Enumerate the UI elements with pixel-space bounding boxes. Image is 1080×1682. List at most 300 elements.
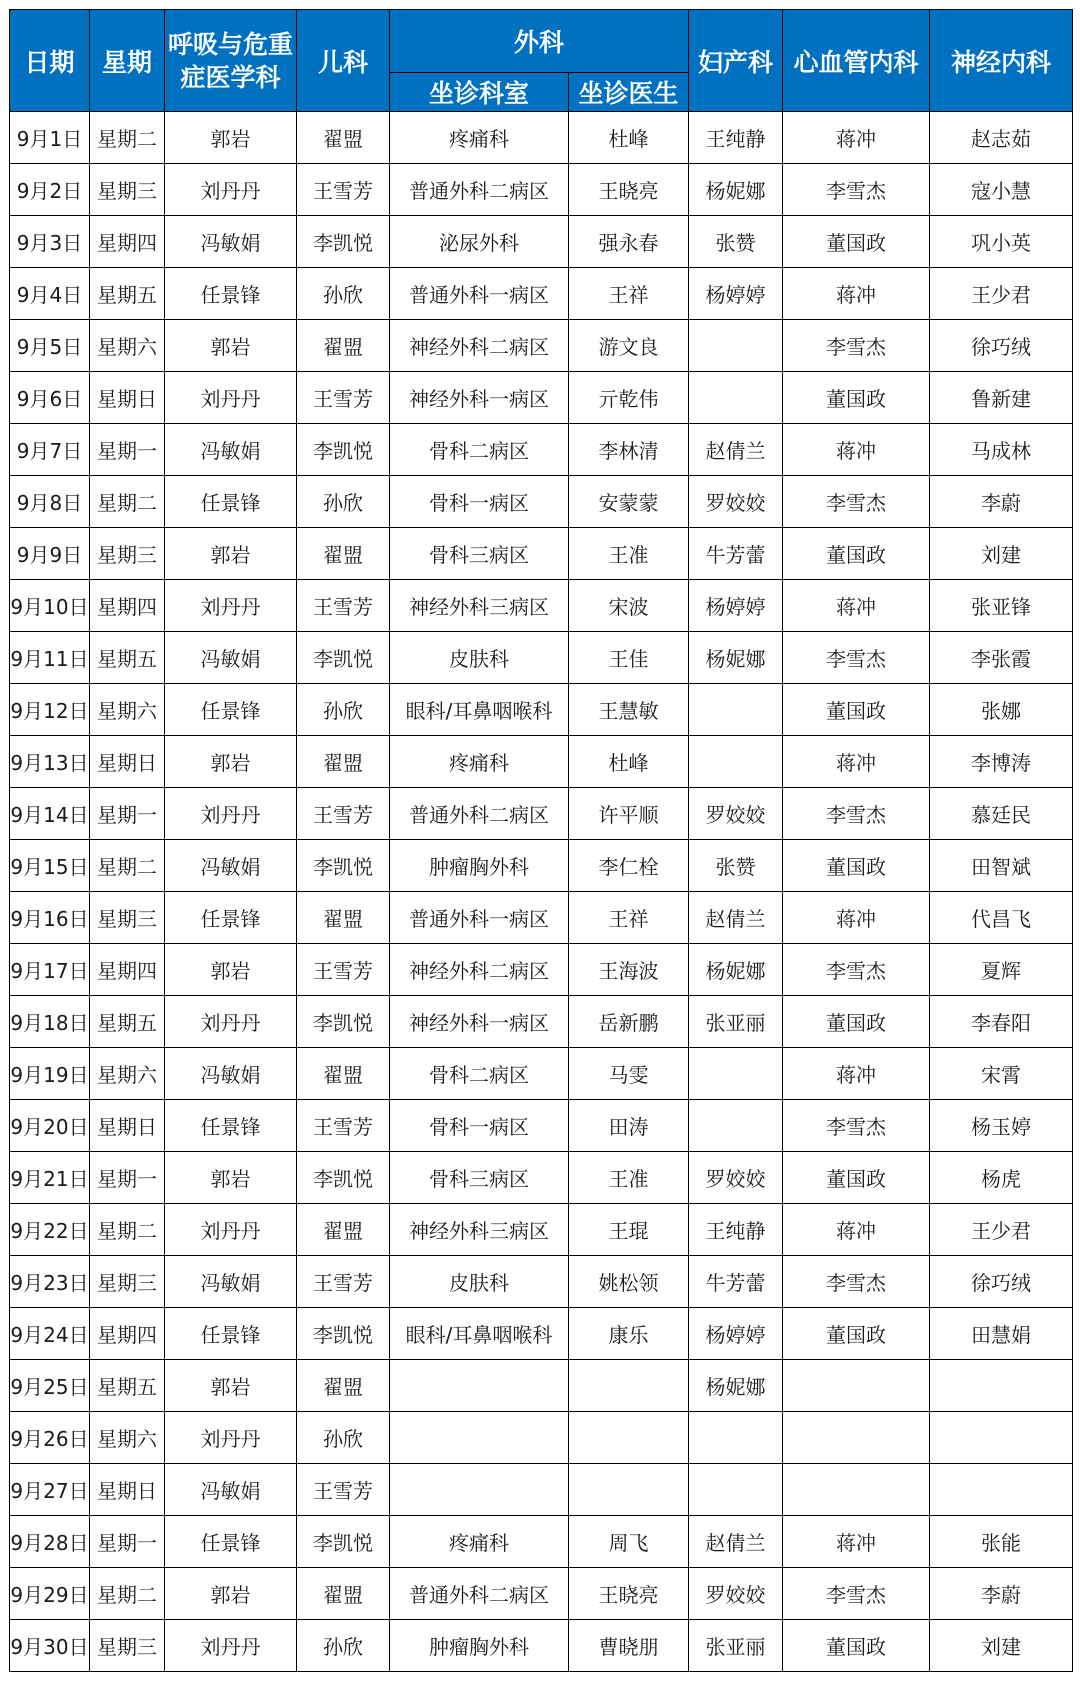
table-row bbox=[10, 476, 1073, 528]
pediatrics-cell: 翟盟 bbox=[297, 528, 390, 580]
respiratory-cell: 郭岩 bbox=[165, 1360, 297, 1412]
schedule-sheet bbox=[9, 9, 1072, 1673]
respiratory-cell: 任景锋 bbox=[165, 1308, 297, 1360]
pediatrics-cell: 孙欣 bbox=[297, 1412, 390, 1464]
obgyn-cell bbox=[689, 1412, 783, 1464]
date-cell: 9月1日 bbox=[10, 112, 90, 164]
date-cell: 9月9日 bbox=[10, 528, 90, 580]
date-cell: 9月25日 bbox=[10, 1360, 90, 1412]
surgery-doctor-cell: 王晓亮 bbox=[569, 1568, 689, 1620]
table-row bbox=[10, 736, 1073, 788]
table-row bbox=[10, 944, 1073, 996]
cardiology-cell: 蒋冲 bbox=[783, 268, 930, 320]
respiratory-cell: 刘丹丹 bbox=[165, 788, 297, 840]
table-row bbox=[10, 1100, 1073, 1152]
pediatrics-cell: 孙欣 bbox=[297, 684, 390, 736]
surgery-dept-cell: 肿瘤胸外科 bbox=[390, 1620, 569, 1672]
header-respiratory: 呼吸与危重症医学科 bbox=[165, 10, 297, 112]
table-row bbox=[10, 1516, 1073, 1568]
surgery-dept-cell: 骨科一病区 bbox=[390, 1100, 569, 1152]
respiratory-cell: 郭岩 bbox=[165, 1152, 297, 1204]
header-neurology: 神经内科 bbox=[930, 10, 1073, 112]
surgery-doctor-cell bbox=[569, 1412, 689, 1464]
header-surgery-doctor: 坐诊医生 bbox=[569, 73, 689, 112]
pediatrics-cell: 翟盟 bbox=[297, 1360, 390, 1412]
weekday-cell: 星期五 bbox=[90, 996, 165, 1048]
surgery-doctor-cell: 康乐 bbox=[569, 1308, 689, 1360]
surgery-doctor-cell: 游文良 bbox=[569, 320, 689, 372]
weekday-cell: 星期日 bbox=[90, 1100, 165, 1152]
weekday-cell: 星期二 bbox=[90, 112, 165, 164]
neurology-cell: 张娜 bbox=[930, 684, 1073, 736]
respiratory-cell: 刘丹丹 bbox=[165, 1204, 297, 1256]
surgery-dept-cell bbox=[390, 1412, 569, 1464]
pediatrics-cell: 李凯悦 bbox=[297, 1308, 390, 1360]
surgery-doctor-cell: 王祥 bbox=[569, 892, 689, 944]
date-cell: 9月24日 bbox=[10, 1308, 90, 1360]
surgery-doctor-cell: 王晓亮 bbox=[569, 164, 689, 216]
surgery-dept-cell: 普通外科一病区 bbox=[390, 268, 569, 320]
weekday-cell: 星期二 bbox=[90, 1568, 165, 1620]
neurology-cell: 慕廷民 bbox=[930, 788, 1073, 840]
obgyn-cell: 罗姣姣 bbox=[689, 476, 783, 528]
pediatrics-cell: 翟盟 bbox=[297, 112, 390, 164]
neurology-cell: 李蔚 bbox=[930, 1568, 1073, 1620]
date-cell: 9月2日 bbox=[10, 164, 90, 216]
surgery-dept-cell: 眼科/耳鼻咽喉科 bbox=[390, 684, 569, 736]
date-cell: 9月3日 bbox=[10, 216, 90, 268]
cardiology-cell: 蒋冲 bbox=[783, 580, 930, 632]
pediatrics-cell: 王雪芳 bbox=[297, 372, 390, 424]
obgyn-cell bbox=[689, 1100, 783, 1152]
weekday-cell: 星期日 bbox=[90, 372, 165, 424]
pediatrics-cell: 李凯悦 bbox=[297, 1152, 390, 1204]
surgery-dept-cell: 神经外科一病区 bbox=[390, 996, 569, 1048]
surgery-doctor-cell: 田涛 bbox=[569, 1100, 689, 1152]
weekday-cell: 星期一 bbox=[90, 424, 165, 476]
surgery-doctor-cell: 宋波 bbox=[569, 580, 689, 632]
respiratory-cell: 任景锋 bbox=[165, 1516, 297, 1568]
obgyn-cell: 赵倩兰 bbox=[689, 1516, 783, 1568]
cardiology-cell: 蒋冲 bbox=[783, 424, 930, 476]
neurology-cell: 徐巧绒 bbox=[930, 1256, 1073, 1308]
respiratory-cell: 刘丹丹 bbox=[165, 1620, 297, 1672]
obgyn-cell: 杨婷婷 bbox=[689, 1308, 783, 1360]
date-cell: 9月21日 bbox=[10, 1152, 90, 1204]
respiratory-cell: 冯敏娟 bbox=[165, 840, 297, 892]
respiratory-cell: 冯敏娟 bbox=[165, 1256, 297, 1308]
date-cell: 9月19日 bbox=[10, 1048, 90, 1100]
obgyn-cell bbox=[689, 1048, 783, 1100]
obgyn-cell: 杨妮娜 bbox=[689, 164, 783, 216]
date-cell: 9月13日 bbox=[10, 736, 90, 788]
cardiology-cell: 李雪杰 bbox=[783, 320, 930, 372]
pediatrics-cell: 翟盟 bbox=[297, 1204, 390, 1256]
neurology-cell: 鲁新建 bbox=[930, 372, 1073, 424]
surgery-dept-cell bbox=[390, 1360, 569, 1412]
neurology-cell: 王少君 bbox=[930, 1204, 1073, 1256]
surgery-dept-cell: 神经外科三病区 bbox=[390, 580, 569, 632]
cardiology-cell: 李雪杰 bbox=[783, 476, 930, 528]
pediatrics-cell: 李凯悦 bbox=[297, 840, 390, 892]
respiratory-cell: 任景锋 bbox=[165, 892, 297, 944]
surgery-doctor-cell: 王准 bbox=[569, 1152, 689, 1204]
table-row bbox=[10, 684, 1073, 736]
neurology-cell: 田智斌 bbox=[930, 840, 1073, 892]
cardiology-cell bbox=[783, 1360, 930, 1412]
neurology-cell: 夏辉 bbox=[930, 944, 1073, 996]
cardiology-cell: 董国政 bbox=[783, 372, 930, 424]
date-cell: 9月5日 bbox=[10, 320, 90, 372]
neurology-cell: 张亚锋 bbox=[930, 580, 1073, 632]
date-cell: 9月12日 bbox=[10, 684, 90, 736]
weekday-cell: 星期六 bbox=[90, 320, 165, 372]
pediatrics-cell: 李凯悦 bbox=[297, 216, 390, 268]
table-row bbox=[10, 1412, 1073, 1464]
date-cell: 9月26日 bbox=[10, 1412, 90, 1464]
header-date: 日期 bbox=[10, 10, 90, 112]
pediatrics-cell: 翟盟 bbox=[297, 892, 390, 944]
obgyn-cell bbox=[689, 320, 783, 372]
respiratory-cell: 冯敏娟 bbox=[165, 1048, 297, 1100]
weekday-cell: 星期五 bbox=[90, 268, 165, 320]
weekday-cell: 星期四 bbox=[90, 944, 165, 996]
table-row bbox=[10, 424, 1073, 476]
date-cell: 9月15日 bbox=[10, 840, 90, 892]
table-row bbox=[10, 1204, 1073, 1256]
surgery-dept-cell: 肿瘤胸外科 bbox=[390, 840, 569, 892]
neurology-cell: 杨虎 bbox=[930, 1152, 1073, 1204]
neurology-cell bbox=[930, 1412, 1073, 1464]
weekday-cell: 星期日 bbox=[90, 736, 165, 788]
date-cell: 9月22日 bbox=[10, 1204, 90, 1256]
neurology-cell: 赵志茹 bbox=[930, 112, 1073, 164]
cardiology-cell: 董国政 bbox=[783, 684, 930, 736]
obgyn-cell: 罗姣姣 bbox=[689, 1568, 783, 1620]
respiratory-cell: 刘丹丹 bbox=[165, 164, 297, 216]
surgery-doctor-cell: 马雯 bbox=[569, 1048, 689, 1100]
surgery-dept-cell: 普通外科二病区 bbox=[390, 1568, 569, 1620]
surgery-doctor-cell: 王准 bbox=[569, 528, 689, 580]
cardiology-cell: 董国政 bbox=[783, 840, 930, 892]
respiratory-cell: 刘丹丹 bbox=[165, 996, 297, 1048]
obgyn-cell: 罗姣姣 bbox=[689, 788, 783, 840]
surgery-dept-cell: 神经外科三病区 bbox=[390, 1204, 569, 1256]
table-body bbox=[10, 112, 1073, 1672]
table-row bbox=[10, 1256, 1073, 1308]
pediatrics-cell: 王雪芳 bbox=[297, 1256, 390, 1308]
neurology-cell: 李蔚 bbox=[930, 476, 1073, 528]
neurology-cell: 李博涛 bbox=[930, 736, 1073, 788]
obgyn-cell: 杨婷婷 bbox=[689, 268, 783, 320]
neurology-cell: 巩小英 bbox=[930, 216, 1073, 268]
surgery-doctor-cell: 周飞 bbox=[569, 1516, 689, 1568]
obgyn-cell: 牛芳蕾 bbox=[689, 1256, 783, 1308]
surgery-dept-cell: 骨科二病区 bbox=[390, 1048, 569, 1100]
respiratory-cell: 刘丹丹 bbox=[165, 1412, 297, 1464]
cardiology-cell: 李雪杰 bbox=[783, 164, 930, 216]
surgery-dept-cell: 神经外科二病区 bbox=[390, 320, 569, 372]
neurology-cell: 田慧娟 bbox=[930, 1308, 1073, 1360]
table-row bbox=[10, 788, 1073, 840]
weekday-cell: 星期四 bbox=[90, 1308, 165, 1360]
weekday-cell: 星期五 bbox=[90, 1360, 165, 1412]
respiratory-cell: 任景锋 bbox=[165, 476, 297, 528]
date-cell: 9月23日 bbox=[10, 1256, 90, 1308]
surgery-dept-cell: 普通外科二病区 bbox=[390, 788, 569, 840]
table-row bbox=[10, 268, 1073, 320]
cardiology-cell bbox=[783, 1464, 930, 1516]
header-surgery: 外科 bbox=[390, 10, 689, 73]
obgyn-cell: 王纯静 bbox=[689, 112, 783, 164]
neurology-cell: 王少君 bbox=[930, 268, 1073, 320]
table-row bbox=[10, 632, 1073, 684]
cardiology-cell: 董国政 bbox=[783, 1620, 930, 1672]
table-row bbox=[10, 1360, 1073, 1412]
surgery-doctor-cell: 安蒙蒙 bbox=[569, 476, 689, 528]
neurology-cell: 徐巧绒 bbox=[930, 320, 1073, 372]
duty-schedule-table bbox=[9, 9, 1073, 1672]
obgyn-cell: 杨婷婷 bbox=[689, 580, 783, 632]
header-cardiology: 心血管内科 bbox=[783, 10, 930, 112]
surgery-doctor-cell: 姚松领 bbox=[569, 1256, 689, 1308]
date-cell: 9月16日 bbox=[10, 892, 90, 944]
obgyn-cell: 杨妮娜 bbox=[689, 944, 783, 996]
surgery-doctor-cell: 强永春 bbox=[569, 216, 689, 268]
surgery-doctor-cell: 许平顺 bbox=[569, 788, 689, 840]
obgyn-cell: 杨妮娜 bbox=[689, 632, 783, 684]
table-row bbox=[10, 1568, 1073, 1620]
weekday-cell: 星期三 bbox=[90, 528, 165, 580]
weekday-cell: 星期三 bbox=[90, 1256, 165, 1308]
weekday-cell: 星期一 bbox=[90, 1152, 165, 1204]
pediatrics-cell: 翟盟 bbox=[297, 1048, 390, 1100]
pediatrics-cell: 孙欣 bbox=[297, 1620, 390, 1672]
cardiology-cell: 董国政 bbox=[783, 528, 930, 580]
table-row bbox=[10, 996, 1073, 1048]
obgyn-cell: 杨妮娜 bbox=[689, 1360, 783, 1412]
cardiology-cell bbox=[783, 1412, 930, 1464]
cardiology-cell: 李雪杰 bbox=[783, 1256, 930, 1308]
weekday-cell: 星期四 bbox=[90, 580, 165, 632]
neurology-cell bbox=[930, 1360, 1073, 1412]
pediatrics-cell: 翟盟 bbox=[297, 736, 390, 788]
surgery-dept-cell: 疼痛科 bbox=[390, 736, 569, 788]
pediatrics-cell: 王雪芳 bbox=[297, 788, 390, 840]
obgyn-cell: 罗姣姣 bbox=[689, 1152, 783, 1204]
surgery-dept-cell: 泌尿外科 bbox=[390, 216, 569, 268]
pediatrics-cell: 翟盟 bbox=[297, 1568, 390, 1620]
obgyn-cell bbox=[689, 684, 783, 736]
date-cell: 9月11日 bbox=[10, 632, 90, 684]
weekday-cell: 星期六 bbox=[90, 684, 165, 736]
surgery-dept-cell: 皮肤科 bbox=[390, 1256, 569, 1308]
surgery-doctor-cell: 王慧敏 bbox=[569, 684, 689, 736]
pediatrics-cell: 王雪芳 bbox=[297, 1100, 390, 1152]
weekday-cell: 星期三 bbox=[90, 1620, 165, 1672]
obgyn-cell: 张赞 bbox=[689, 216, 783, 268]
neurology-cell: 李春阳 bbox=[930, 996, 1073, 1048]
neurology-cell: 代昌飞 bbox=[930, 892, 1073, 944]
pediatrics-cell: 李凯悦 bbox=[297, 632, 390, 684]
neurology-cell: 刘建 bbox=[930, 528, 1073, 580]
surgery-dept-cell: 神经外科二病区 bbox=[390, 944, 569, 996]
cardiology-cell: 董国政 bbox=[783, 216, 930, 268]
date-cell: 9月30日 bbox=[10, 1620, 90, 1672]
obgyn-cell: 张亚丽 bbox=[689, 996, 783, 1048]
respiratory-cell: 郭岩 bbox=[165, 1568, 297, 1620]
cardiology-cell: 蒋冲 bbox=[783, 1516, 930, 1568]
surgery-dept-cell: 疼痛科 bbox=[390, 1516, 569, 1568]
surgery-dept-cell: 骨科三病区 bbox=[390, 1152, 569, 1204]
date-cell: 9月4日 bbox=[10, 268, 90, 320]
respiratory-cell: 郭岩 bbox=[165, 112, 297, 164]
table-row bbox=[10, 1048, 1073, 1100]
cardiology-cell: 蒋冲 bbox=[783, 112, 930, 164]
surgery-dept-cell: 普通外科二病区 bbox=[390, 164, 569, 216]
date-cell: 9月29日 bbox=[10, 1568, 90, 1620]
surgery-doctor-cell: 亓乾伟 bbox=[569, 372, 689, 424]
surgery-doctor-cell bbox=[569, 1464, 689, 1516]
respiratory-cell: 郭岩 bbox=[165, 528, 297, 580]
header-surgery-dept: 坐诊科室 bbox=[390, 73, 569, 112]
weekday-cell: 星期三 bbox=[90, 892, 165, 944]
header-pediatrics: 儿科 bbox=[297, 10, 390, 112]
neurology-cell: 李张霞 bbox=[930, 632, 1073, 684]
weekday-cell: 星期六 bbox=[90, 1048, 165, 1100]
respiratory-cell: 郭岩 bbox=[165, 944, 297, 996]
surgery-doctor-cell: 王海波 bbox=[569, 944, 689, 996]
weekday-cell: 星期六 bbox=[90, 1412, 165, 1464]
date-cell: 9月28日 bbox=[10, 1516, 90, 1568]
date-cell: 9月20日 bbox=[10, 1100, 90, 1152]
pediatrics-cell: 王雪芳 bbox=[297, 1464, 390, 1516]
pediatrics-cell: 王雪芳 bbox=[297, 944, 390, 996]
cardiology-cell: 董国政 bbox=[783, 1308, 930, 1360]
cardiology-cell: 李雪杰 bbox=[783, 632, 930, 684]
cardiology-cell: 李雪杰 bbox=[783, 1100, 930, 1152]
surgery-dept-cell bbox=[390, 1464, 569, 1516]
respiratory-cell: 任景锋 bbox=[165, 1100, 297, 1152]
weekday-cell: 星期一 bbox=[90, 788, 165, 840]
cardiology-cell: 蒋冲 bbox=[783, 1204, 930, 1256]
surgery-dept-cell: 皮肤科 bbox=[390, 632, 569, 684]
neurology-cell bbox=[930, 1464, 1073, 1516]
pediatrics-cell: 孙欣 bbox=[297, 268, 390, 320]
weekday-cell: 星期一 bbox=[90, 1516, 165, 1568]
cardiology-cell: 蒋冲 bbox=[783, 736, 930, 788]
obgyn-cell: 张亚丽 bbox=[689, 1620, 783, 1672]
pediatrics-cell: 孙欣 bbox=[297, 476, 390, 528]
surgery-doctor-cell: 王佳 bbox=[569, 632, 689, 684]
obgyn-cell bbox=[689, 372, 783, 424]
respiratory-cell: 任景锋 bbox=[165, 684, 297, 736]
cardiology-cell: 李雪杰 bbox=[783, 1568, 930, 1620]
surgery-doctor-cell: 杜峰 bbox=[569, 112, 689, 164]
table-header bbox=[10, 10, 1073, 112]
table-row bbox=[10, 528, 1073, 580]
surgery-doctor-cell: 杜峰 bbox=[569, 736, 689, 788]
weekday-cell: 星期二 bbox=[90, 840, 165, 892]
header-weekday: 星期 bbox=[90, 10, 165, 112]
date-cell: 9月8日 bbox=[10, 476, 90, 528]
date-cell: 9月6日 bbox=[10, 372, 90, 424]
weekday-cell: 星期日 bbox=[90, 1464, 165, 1516]
respiratory-cell: 冯敏娟 bbox=[165, 632, 297, 684]
date-cell: 9月18日 bbox=[10, 996, 90, 1048]
cardiology-cell: 李雪杰 bbox=[783, 944, 930, 996]
respiratory-cell: 冯敏娟 bbox=[165, 1464, 297, 1516]
surgery-dept-cell: 眼科/耳鼻咽喉科 bbox=[390, 1308, 569, 1360]
obgyn-cell: 张赞 bbox=[689, 840, 783, 892]
date-cell: 9月14日 bbox=[10, 788, 90, 840]
weekday-cell: 星期二 bbox=[90, 476, 165, 528]
pediatrics-cell: 王雪芳 bbox=[297, 580, 390, 632]
cardiology-cell: 蒋冲 bbox=[783, 1048, 930, 1100]
cardiology-cell: 董国政 bbox=[783, 1152, 930, 1204]
surgery-doctor-cell: 李林清 bbox=[569, 424, 689, 476]
surgery-dept-cell: 普通外科一病区 bbox=[390, 892, 569, 944]
surgery-doctor-cell: 李仁栓 bbox=[569, 840, 689, 892]
pediatrics-cell: 翟盟 bbox=[297, 320, 390, 372]
surgery-dept-cell: 神经外科一病区 bbox=[390, 372, 569, 424]
neurology-cell: 刘建 bbox=[930, 1620, 1073, 1672]
table-row bbox=[10, 1464, 1073, 1516]
obgyn-cell bbox=[689, 1464, 783, 1516]
table-row bbox=[10, 164, 1073, 216]
table-row bbox=[10, 320, 1073, 372]
header-obgyn: 妇产科 bbox=[689, 10, 783, 112]
weekday-cell: 星期三 bbox=[90, 164, 165, 216]
surgery-doctor-cell bbox=[569, 1360, 689, 1412]
date-cell: 9月17日 bbox=[10, 944, 90, 996]
surgery-dept-cell: 疼痛科 bbox=[390, 112, 569, 164]
pediatrics-cell: 李凯悦 bbox=[297, 424, 390, 476]
surgery-doctor-cell: 王祥 bbox=[569, 268, 689, 320]
surgery-dept-cell: 骨科三病区 bbox=[390, 528, 569, 580]
table-row bbox=[10, 1308, 1073, 1360]
obgyn-cell: 牛芳蕾 bbox=[689, 528, 783, 580]
surgery-doctor-cell: 曹晓朋 bbox=[569, 1620, 689, 1672]
table-row bbox=[10, 216, 1073, 268]
obgyn-cell: 王纯静 bbox=[689, 1204, 783, 1256]
table-row bbox=[10, 892, 1073, 944]
neurology-cell: 杨玉婷 bbox=[930, 1100, 1073, 1152]
surgery-dept-cell: 骨科一病区 bbox=[390, 476, 569, 528]
respiratory-cell: 刘丹丹 bbox=[165, 580, 297, 632]
table-row bbox=[10, 840, 1073, 892]
table-row bbox=[10, 1620, 1073, 1672]
pediatrics-cell: 李凯悦 bbox=[297, 996, 390, 1048]
date-cell: 9月7日 bbox=[10, 424, 90, 476]
obgyn-cell bbox=[689, 736, 783, 788]
neurology-cell: 马成林 bbox=[930, 424, 1073, 476]
pediatrics-cell: 李凯悦 bbox=[297, 1516, 390, 1568]
table-row bbox=[10, 372, 1073, 424]
weekday-cell: 星期五 bbox=[90, 632, 165, 684]
respiratory-cell: 郭岩 bbox=[165, 320, 297, 372]
neurology-cell: 寇小慧 bbox=[930, 164, 1073, 216]
respiratory-cell: 冯敏娟 bbox=[165, 424, 297, 476]
table-row bbox=[10, 112, 1073, 164]
respiratory-cell: 任景锋 bbox=[165, 268, 297, 320]
obgyn-cell: 赵倩兰 bbox=[689, 892, 783, 944]
table-row bbox=[10, 580, 1073, 632]
date-cell: 9月10日 bbox=[10, 580, 90, 632]
weekday-cell: 星期四 bbox=[90, 216, 165, 268]
date-cell: 9月27日 bbox=[10, 1464, 90, 1516]
obgyn-cell: 赵倩兰 bbox=[689, 424, 783, 476]
